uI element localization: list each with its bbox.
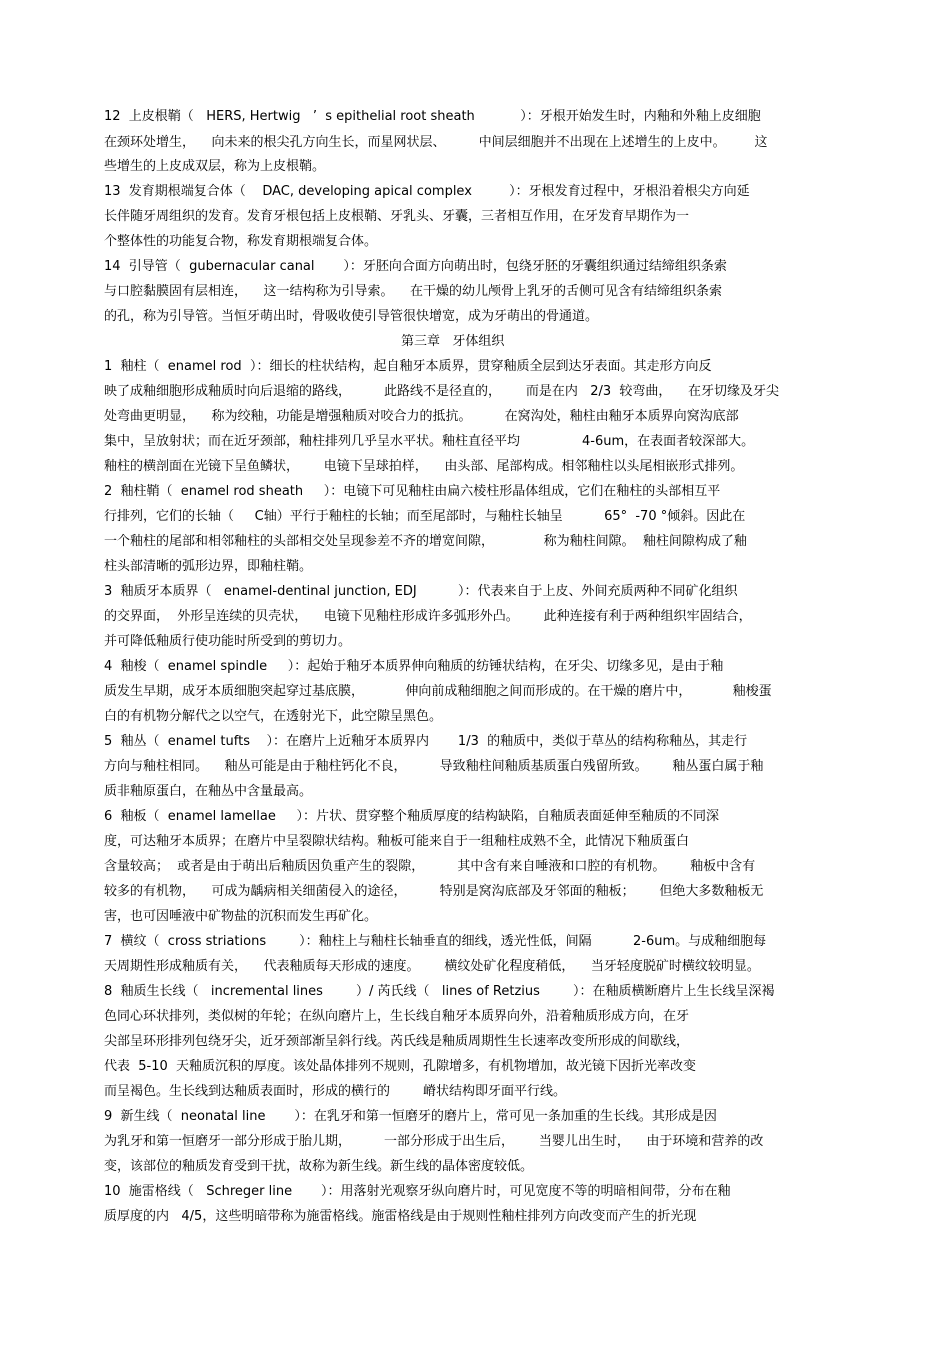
text-line: 较多的有机物， 可成为龋病相关细菌侵入的途径， 特别是窝沟底部及牙邻面的釉板； 但绝大多数釉板无 xyxy=(104,884,764,899)
text-line: 度，可达釉牙本质界；在磨片中呈裂隙状结构。釉板可能来自于一组釉柱成熟不全，此情况下釉质蛋白 xyxy=(104,834,690,849)
text-line: 处弯曲更明显， 称为绞釉，功能是增强釉质对咬合力的抵抗。 在窝沟处，釉柱由釉牙本质界向窝沟底部 xyxy=(104,409,739,424)
text-line: 4 釉梭（ enamel spindle ）：起始于釉牙本质界伸向釉质的纺锤状结构，在牙尖、切缘多见，是由于釉 xyxy=(104,659,724,674)
text-line: 6 釉板（ enamel lamellae ）：片状、贯穿整个釉质厚度的结构缺陷，自釉质表面延伸至釉质的不同深 xyxy=(104,809,719,824)
text-line: 釉柱的横剖面在光镜下呈鱼鳞状， 电镜下呈球拍样， 由头部、尾部构成。相邻釉柱以头尾相嵌形式排列。 xyxy=(104,459,744,474)
text-line: 代表 5-10 天釉质沉积的厚度。该处晶体排列不规则，孔隙增多，有机物增加，故光镜下因折光率改变 xyxy=(104,1059,697,1074)
text-line: 与口腔黏膜固有层相连， 这一结构称为引导索。 在干燥的幼儿颅骨上乳牙的舌侧可见含有结缔组织条索 xyxy=(104,284,723,299)
text-line: 的孔，称为引导管。当恒牙萌出时，骨吸收使引导管很快增宽，成为牙萌出的骨通道。 xyxy=(104,309,599,324)
text-line: 14 引导管（ gubernacular canal ）：牙胚向合面方向萌出时，包绕牙胚的牙囊组织通过结缔组织条索 xyxy=(104,259,727,274)
text-line: 3 釉质牙本质界（ enamel-dentinal junction, EDJ ）：代表来自于上皮、外间充质两种不同矿化组织 xyxy=(104,584,738,599)
text-line: 13 发育期根端复合体（ DAC, developing apical complex ）：牙根发育过程中，牙根沿着根尖方向延 xyxy=(104,184,750,199)
text-line: 变，该部位的釉质发育受到干扰，故称为新生线。新生线的晶体密度较低。 xyxy=(104,1159,534,1174)
text-line: 5 釉丛（ enamel tufts ）：在磨片上近釉牙本质界内 1/3 的釉质中，类似于草丛的结构称釉丛，其走行 xyxy=(104,734,748,749)
chapter-heading: 第三章 牙体组织 xyxy=(401,334,505,349)
text-line: 2 釉柱鞘（ enamel rod sheath ）：电镜下可见釉柱由扁六棱柱形晶体组成，它们在釉柱的头部相互平 xyxy=(104,484,721,499)
text-line: 长伴随牙周组织的发育。发育牙根包括上皮根鞘、牙乳头、牙囊，三者相互作用，在牙发育早期作为一 xyxy=(104,209,690,224)
text-line: 集中，呈放射状；而在近牙颈部，釉柱排列几乎呈水平状。釉柱直径平均 4-6um，在表面者较深部大。 xyxy=(104,434,755,449)
text-line: 8 釉质生长线（ incremental lines ）/ 芮氏线（ lines of Retzius ）：在釉质横断磨片上生长线呈深褐 xyxy=(104,984,775,999)
text-line: 一个釉柱的尾部和相邻釉柱的头部相交处呈现参差不齐的增宽间隙， 称为釉柱间隙。 釉柱间隙构成了釉 xyxy=(104,534,747,549)
text-line: 质发生早期，成牙本质细胞突起穿过基底膜， 伸向前成釉细胞之间而形成的。在干燥的磨片中， 釉梭蛋 xyxy=(104,684,772,699)
text-line: 柱头部清晰的弧形边界，即釉柱鞘。 xyxy=(104,559,313,574)
text-line: 9 新生线（ neonatal line ）：在乳牙和第一恒磨牙的磨片上，常可见一条加重的生长线。其形成是因 xyxy=(104,1109,717,1124)
text-line: 在颈环处增生， 向未来的根尖孔方向生长，而星网状层、 中间层细胞并不出现在上述增生的上皮中。 这 xyxy=(104,135,768,150)
text-line: 含量较高； 或者是由于萌出后釉质因负重产生的裂隙， 其中含有来自唾液和口腔的有机物。 釉板中含有 xyxy=(104,859,756,874)
text-line: 行排列，它们的长轴（ C轴）平行于釉柱的长轴；而至尾部时，与釉柱长轴呈 65° -70 °倾斜。因此在 xyxy=(104,509,746,524)
text-line: 12 上皮根鞘（ HERS, Hertwig ’ s epithelial root sheath ）：牙根开始发生时，内釉和外釉上皮细胞 xyxy=(104,109,761,124)
text-line: 害，也可因唾液中矿物盐的沉积而发生再矿化。 xyxy=(104,909,378,924)
text-line: 7 横纹（ cross striations ）：釉柱上与釉柱长轴垂直的细线，透光性低，间隔 2-6um。与成釉细胞每 xyxy=(104,934,767,949)
text-line: 而呈褐色。生长线到达釉质表面时，形成的横行的 嵴状结构即牙面平行线。 xyxy=(104,1084,567,1099)
text-line: 的交界面， 外形呈连续的贝壳状， 电镜下见釉柱形成许多弧形外凸。 此种连接有利于两种组织牢固结合， xyxy=(104,609,752,624)
text-line: 10 施雷格线（ Schreger line ）：用落射光观察牙纵向磨片时，可见宽度不等的明暗相间带，分布在釉 xyxy=(104,1184,731,1199)
text-line: 为乳牙和第一恒磨牙一部分形成于胎儿期， 一部分形成于出生后， 当婴儿出生时， 由于环境和营养的改 xyxy=(104,1134,764,1149)
text-line: 些增生的上皮成双层，称为上皮根鞘。 xyxy=(104,159,326,174)
text-line: 质非釉原蛋白，在釉丛中含量最高。 xyxy=(104,784,313,799)
text-line: 质厚度的内 4/5，这些明暗带称为施雷格线。施雷格线是由于规则性釉柱排列方向改变而产生的折光现 xyxy=(104,1209,697,1224)
text-line: 方向与釉柱相同。 釉丛可能是由于釉柱钙化不良， 导致釉柱间釉质基质蛋白残留所致。 釉丛蛋白属于釉 xyxy=(104,759,764,774)
text-line: 1 釉柱（ enamel rod ）：细长的柱状结构，起自釉牙本质界，贯穿釉质全层到达牙表面。其走形方向反 xyxy=(104,359,712,374)
text-line: 个整体性的功能复合物，称发育期根端复合体。 xyxy=(104,234,378,249)
text-line: 并可降低釉质行使功能时所受到的剪切力。 xyxy=(104,634,352,649)
text-line: 尖部呈环形排列包绕牙尖，近牙颈部渐呈斜行线。芮氏线是釉质周期性生长速率改变所形成的间歇线， xyxy=(104,1034,690,1049)
text-line: 色同心环状排列，类似树的年轮；在纵向磨片上，生长线自釉牙本质界向外，沿着釉质形成方向，在牙 xyxy=(104,1009,690,1024)
text-line: 天周期性形成釉质有关， 代表釉质每天形成的速度。 横纹处矿化程度稍低， 当牙轻度脱矿时横纹较明显。 xyxy=(104,959,760,974)
text-line: 白的有机物分解代之以空气，在透射光下，此空隙呈黑色。 xyxy=(104,709,443,724)
text-line: 映了成釉细胞形成釉质时向后退缩的路线， 此路线不是径直的， 而是在内 2/3 较弯曲， 在牙切缘及牙尖 xyxy=(104,384,779,399)
